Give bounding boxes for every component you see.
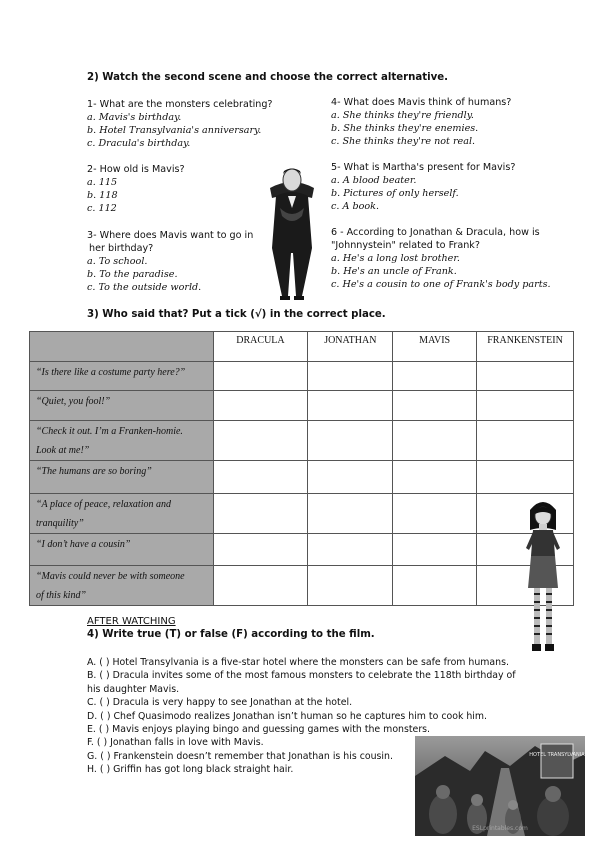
movie-still-photo — [415, 736, 585, 836]
tick-cell[interactable] — [393, 461, 477, 494]
quote-text: “A place of peace, relaxation and — [36, 499, 171, 510]
question-1 — [87, 98, 277, 150]
question-2-option-c: c. 112 — [87, 203, 117, 214]
question-3-text: 3- Where does Mavis want to go in — [87, 230, 254, 241]
question-1-option-a: a. Mavis's birthday. — [87, 112, 182, 123]
table-row — [30, 534, 574, 566]
quote-cell — [30, 566, 214, 606]
column-dracula: DRACULA — [213, 332, 308, 362]
quote-text: “Check it out. I’m a Franken-homie. — [36, 426, 183, 437]
after-watching-label: AFTER WATCHING — [87, 616, 176, 627]
question-3 — [87, 229, 267, 294]
tick-cell[interactable] — [213, 391, 308, 421]
question-5-option-c: c. A book. — [331, 201, 380, 212]
tick-cell[interactable] — [308, 534, 393, 566]
table-header-blank — [30, 332, 214, 362]
tick-cell[interactable] — [393, 494, 477, 534]
question-5 — [331, 161, 551, 213]
question-4-option-b: b. She thinks they're enemies. — [331, 123, 479, 134]
question-3-text-line2: her birthday? — [89, 243, 154, 254]
tick-cell[interactable] — [393, 421, 477, 461]
quote-text: tranquility” — [36, 518, 84, 529]
question-2-text: 2- How old is Mavis? — [87, 164, 185, 175]
question-2-option-a: a. 115 — [87, 177, 118, 188]
tick-cell[interactable] — [477, 362, 574, 391]
tick-cell[interactable] — [393, 566, 477, 606]
tick-cell[interactable] — [213, 461, 308, 494]
statement-c: C. ( ) Dracula is very happy to see Jonathan at the hotel. — [87, 697, 353, 709]
watermark-text: ESLprintables.com — [472, 825, 528, 832]
quote-text: “I don’t have a cousin” — [36, 539, 131, 550]
tick-table — [29, 331, 574, 606]
table-row — [30, 421, 574, 461]
question-6 — [331, 226, 571, 291]
tick-cell[interactable] — [308, 391, 393, 421]
question-1-text: 1- What are the monsters celebrating? — [87, 99, 273, 110]
question-6-text-line2: "Johnnystein" related to Frank? — [331, 240, 480, 251]
quote-text: “The humans are so boring” — [36, 466, 152, 477]
quote-cell — [30, 362, 214, 391]
statement-f: F. ( ) Jonathan falls in love with Mavis. — [87, 737, 264, 749]
tick-cell[interactable] — [213, 566, 308, 606]
section-4-title: 4) Write true (T) or false (F) according to the film. — [87, 629, 375, 640]
quote-text: Look at me!” — [36, 445, 90, 456]
tick-cell[interactable] — [308, 494, 393, 534]
question-6-text: 6 - According to Jonathan & Dracula, how is — [331, 227, 540, 238]
question-6-option-c: c. He's a cousin to one of Frank's body parts. — [331, 279, 551, 290]
quote-text: “Is there like a costume party here?” — [36, 367, 186, 378]
quote-cell — [30, 494, 214, 534]
question-1-option-c: c. Dracula's birthday. — [87, 138, 191, 149]
tick-cell[interactable] — [477, 391, 574, 421]
question-2-option-b: b. 118 — [87, 190, 118, 201]
quote-text: “Quiet, you fool!” — [36, 396, 111, 407]
statement-b-line2: his daughter Mavis. — [87, 683, 180, 695]
question-1-option-b: b. Hotel Transylvania's anniversary. — [87, 125, 262, 136]
tick-cell[interactable] — [393, 391, 477, 421]
question-5-option-a: a. A blood beater. — [331, 175, 417, 186]
question-6-option-a: a. He's a long lost brother. — [331, 253, 460, 264]
quote-text: “Mavis could never be with someone — [36, 571, 185, 582]
tick-cell[interactable] — [308, 566, 393, 606]
statement-e: E. ( ) Mavis enjoys playing bingo and guessing games with the monsters. — [87, 724, 431, 736]
quote-cell — [30, 534, 214, 566]
table-row — [30, 362, 574, 391]
statement-b: B. ( ) Dracula invites some of the most famous monsters to celebrate the 118th birthday of — [87, 670, 516, 682]
tick-cell[interactable] — [393, 534, 477, 566]
question-5-text: 5- What is Martha's present for Mavis? — [331, 162, 516, 173]
question-4 — [331, 96, 551, 148]
question-5-option-b: b. Pictures of only herself. — [331, 188, 459, 199]
tick-cell[interactable] — [308, 362, 393, 391]
statement-g: G. ( ) Frankenstein doesn’t remember that Jonathan is his cousin. — [87, 750, 393, 762]
quote-cell — [30, 461, 214, 494]
column-frankenstein: FRANKENSTEIN — [477, 332, 574, 362]
quote-cell — [30, 391, 214, 421]
mavis-illustration — [522, 496, 564, 656]
section-2-title: 2) Watch the second scene and choose the correct alternative. — [87, 72, 449, 83]
tick-cell[interactable] — [477, 461, 574, 494]
table-row — [30, 494, 574, 534]
column-mavis: MAVIS — [393, 332, 477, 362]
table-row — [30, 566, 574, 606]
question-3-option-a: a. To school. — [87, 256, 148, 267]
question-4-text: 4- What does Mavis think of humans? — [331, 97, 512, 108]
dracula-illustration — [262, 158, 322, 303]
question-2 — [87, 163, 257, 215]
hotel-sign-text: HOTEL TRANSYLVANIA — [529, 752, 585, 758]
tick-cell[interactable] — [393, 362, 477, 391]
statement-h: H. ( ) Griffin has got long black straight hair. — [87, 764, 294, 776]
quote-text: of this kind” — [36, 590, 87, 601]
tick-cell[interactable] — [213, 534, 308, 566]
tick-cell[interactable] — [308, 461, 393, 494]
question-3-option-b: b. To the paradise. — [87, 269, 178, 280]
tick-cell[interactable] — [213, 494, 308, 534]
question-4-option-a: a. She thinks they're friendly. — [331, 110, 474, 121]
tick-cell[interactable] — [477, 421, 574, 461]
question-4-option-c: c. She thinks they're not real. — [331, 136, 476, 147]
tick-cell[interactable] — [308, 421, 393, 461]
table-row — [30, 461, 574, 494]
statement-a: A. ( ) Hotel Transylvania is a five-star hotel where the monsters can be safe from humans. — [87, 657, 509, 668]
question-3-option-c: c. To the outside world. — [87, 282, 202, 293]
column-jonathan: JONATHAN — [308, 332, 393, 362]
question-6-option-b: b. He's an uncle of Frank. — [331, 266, 457, 277]
tick-cell[interactable] — [213, 421, 308, 461]
section-3-title: 3) Who said that? Put a tick (√) in the correct place. — [87, 309, 386, 320]
tick-cell[interactable] — [213, 362, 308, 391]
quote-cell — [30, 421, 214, 461]
table-header-row — [30, 332, 574, 362]
statement-d: D. ( ) Chef Quasimodo realizes Jonathan isn’t human so he captures him to cook him. — [87, 710, 488, 722]
table-row — [30, 391, 574, 421]
